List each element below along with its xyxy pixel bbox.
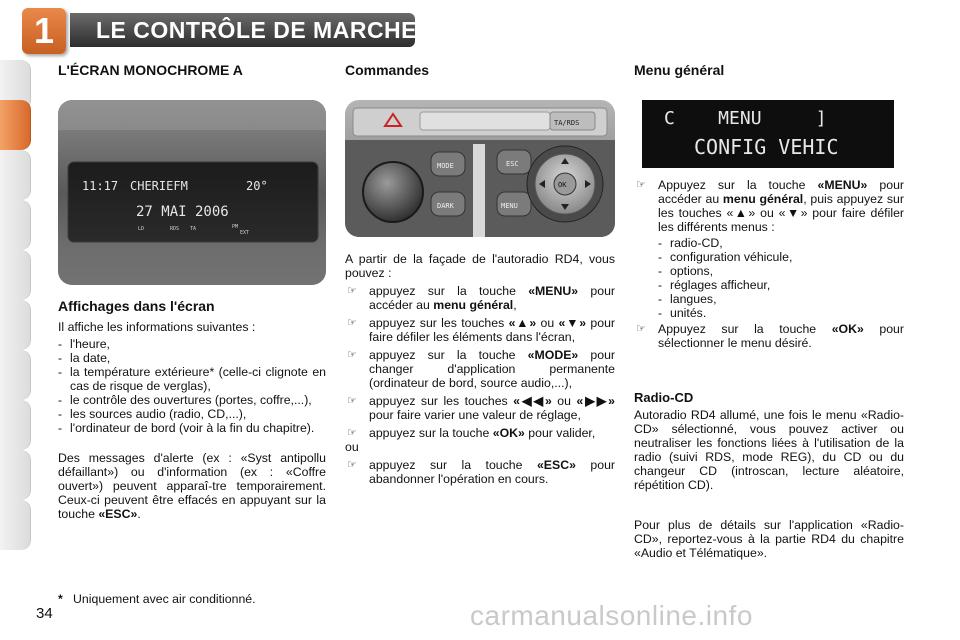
svg-text:EXT: EXT [240,230,250,236]
menu-lcd [642,100,894,168]
list-item: - configuration véhicule, [658,250,793,264]
list-item: ☞ appuyez sur la touche «OK» pour valider, [347,426,596,440]
svg-text:RDS: RDS [170,226,180,232]
list-item: - langues, [658,292,717,306]
lcd-line1: C MENU ] [664,108,827,129]
list-item: ☞ appuyez sur la touche «MODE» pour changer d'application permanente (ordinateur de bord, source audio,...), [347,348,616,390]
list-item: - le contrôle des ouvertures (portes, coffre,...), [58,393,312,407]
list-item: ☞ Appuyez sur la touche «OK» pour sélectionner le menu désiré. [636,322,904,350]
subtitle-radio-cd: Radio-CD [634,390,694,405]
affichages-text [58,320,326,521]
footnote: * Uniquement avec air conditionné. [58,592,256,606]
svg-text:TA: TA [190,226,197,232]
list-item: - réglages afficheur, [658,278,771,292]
radio-panel-photo [345,100,615,237]
section-title-commandes: Commandes [345,62,430,78]
list-item: ☞ appuyez sur les touches «▲» ou «▼» pour faire défiler les éléments dans l'écran, [347,316,616,344]
display-time: 11:17 [82,179,119,193]
svg-text:TA/RDS: TA/RDS [554,119,580,127]
page-number: 34 [36,605,53,622]
watermark: carmanualsonline.info [470,600,753,631]
list-item: - radio-CD, [658,236,723,250]
chapter-tabs [0,60,34,590]
radio-cd-text: Autoradio RD4 allumé, une fois le menu «Radio-CD» sélectionné, vous pouvez activer ou neutraliser les fonctions liées à l'utilisation de la radio (suivi RDS, mode REG), du CD ou du changeur CD (introscan, lecture aléatoire, répétition CD). [634,408,904,492]
svg-text:LD: LD [138,226,145,232]
chapter-tab[interactable] [0,150,31,200]
chapter-tab[interactable] [0,350,31,400]
display-date: 27 MAI 2006 [136,204,229,220]
lcd-line2: CONFIG VEHIC [694,135,839,159]
commandes-intro: A partir de la façade de l'autoradio RD4, vous pouvez : [345,252,615,280]
chapter-tab-active[interactable] [0,100,31,150]
list-item: - les sources audio (radio, CD,...), [58,407,247,421]
chapter-number: 1 [22,8,66,54]
display-temp: 20° [246,179,268,193]
list-item: - la température extérieure* (celle-ci clignote en cas de risque de verglas), [58,365,326,393]
more-details-text: Pour plus de détails sur l'application «Radio-CD», reportez-vous à la partie RD4 du chapitre «Audio et Télématique». [634,518,904,560]
or-text: ou [345,440,359,454]
list-item: - options, [658,264,714,278]
section-title-menu: Menu général [634,62,725,78]
commandes-text [345,252,615,486]
display-station: CHERIEFM [130,179,188,193]
menu-text [634,178,904,350]
affichages-intro: Il affiche les informations suivantes : [58,320,256,334]
chapter-tab[interactable] [0,300,31,350]
chapter-tab[interactable] [0,450,31,500]
chapter-tab[interactable] [0,250,31,300]
list-item: - l'ordinateur de bord (voir à la fin du chapitre). [58,421,315,435]
chapter-tab[interactable] [0,500,31,550]
chapter-tab[interactable] [0,200,31,250]
mode-button[interactable]: MODE [437,162,454,170]
menu-button[interactable]: MENU [501,202,518,210]
section-title-ecran: L'ÉCRAN MONOCHROME A [58,62,243,78]
list-item: - la date, [58,351,111,365]
list-item: ☞ appuyez sur les touches «◀◀» ou «▶▶» pour faire varier une valeur de réglage, [347,394,616,422]
ok-button[interactable]: OK [558,181,567,189]
display-photo [58,100,326,285]
esc-button[interactable]: ESC [506,160,519,168]
list-item: ☞ appuyez sur la touche «ESC» pour abandonner l'opération en cours. [347,458,616,486]
list-item: - unités. [658,306,707,320]
list-item: ☞ appuyez sur la touche «MENU» pour accéder au menu général, [347,284,616,312]
dark-button[interactable]: DARK [437,202,454,210]
list-item: ☞ Appuyez sur la touche «MENU» pour accéder au menu général, puis appuyez sur les touches «▲» ou «▼» pour faire défiler les différents menus : [636,178,905,234]
list-item: - l'heure, [58,337,110,351]
page-title: LE CONTRÔLE DE MARCHE [96,17,417,43]
subtitle-affichages: Affichages dans l'écran [58,298,215,314]
svg-text:PM: PM [232,224,239,230]
chapter-tab[interactable] [0,400,31,450]
warning-paragraph: Des messages d'alerte (ex : «Syst antipollu défaillant») ou d'information (ex : «Coffre ouvert») peuvent apparaî-tre temporairement. Ceux-ci peuvent être effacés en appuyant sur la touche «ESC». [58,451,326,521]
